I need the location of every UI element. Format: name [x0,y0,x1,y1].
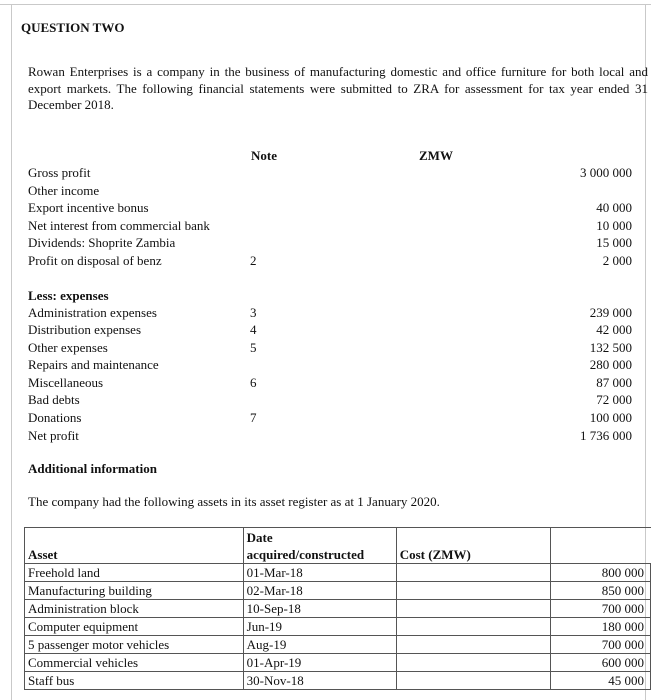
asset-cost: 700 000 [551,600,651,618]
asset-cost-blank [396,582,551,600]
income-amount: 40 000 [596,200,632,215]
expenses-title: Less: expenses [28,288,109,303]
asset-date: 30-Nov-18 [243,672,396,690]
income-label: Gross profit [28,165,91,180]
page-border-left [11,4,12,700]
table-header-row [25,528,651,564]
cost-column-header: Cost (ZMW) [396,528,551,564]
asset-cost: 700 000 [551,636,651,654]
expense-note: 3 [250,305,257,320]
asset-cost: 600 000 [551,654,651,672]
date-column-header [243,528,396,564]
asset-cost: 850 000 [551,582,651,600]
asset-cost-blank [396,564,551,582]
income-label: Export incentive bonus [28,200,149,215]
expense-note: 7 [250,410,257,425]
expense-note: 6 [250,375,257,390]
asset-date: Aug-19 [243,636,396,654]
expense-label: Donations [28,410,82,425]
asset-name: Commercial vehicles [25,654,244,672]
table-row [25,672,651,690]
expense-amount: 239 000 [589,305,632,320]
asset-date: 10-Sep-18 [243,600,396,618]
asset-date: 01-Mar-18 [243,564,396,582]
income-amount: 10 000 [596,218,632,233]
table-row [25,582,651,600]
asset-cost: 180 000 [551,618,651,636]
income-amount: 2 000 [602,253,632,268]
expense-note: 5 [250,340,257,355]
asset-date: 01-Apr-19 [243,654,396,672]
asset-cost-blank [396,636,551,654]
expense-amount: 87 000 [596,375,632,390]
asset-column-header: Asset [25,528,244,564]
income-amount: 3 000 000 [580,165,632,180]
amount-column-header [551,528,651,564]
net-profit-label: Net profit [28,428,79,443]
expense-label: Administration expenses [28,305,157,320]
expense-amount: 42 000 [596,322,632,337]
date-header-line1: Date [246,530,273,545]
asset-name: Manufacturing building [25,582,244,600]
expense-amount: 72 000 [596,392,632,407]
asset-name: Administration block [25,600,244,618]
asset-date: Jun-19 [243,618,396,636]
table-row [25,654,651,672]
income-amount: 15 000 [596,235,632,250]
income-label: Profit on disposal of benz [28,253,162,268]
currency-column-header: ZMW [419,148,453,163]
expense-amount: 100 000 [589,410,632,425]
expense-amount: 280 000 [589,357,632,372]
expense-amount: 132 500 [589,340,632,355]
asset-date: 02-Mar-18 [243,582,396,600]
asset-cost-blank [396,672,551,690]
expense-label: Other expenses [28,340,108,355]
income-label: Net interest from commercial bank [28,218,210,233]
asset-cost-blank [396,618,551,636]
income-label: Other income [28,183,100,198]
table-row [25,564,651,582]
additional-info-text: The company had the following assets in its asset register as at 1 January 2020. [28,494,440,509]
net-profit-amount: 1 736 000 [580,428,632,443]
table-row [25,636,651,654]
asset-name: 5 passenger motor vehicles [25,636,244,654]
intro-paragraph: Rowan Enterprises is a company in the business of manufacturing domestic and office furniture for both local and export markets. The following financial statements were submitted to ZRA for assessment for tax year ended 31 December 2018. [28,64,648,112]
asset-cost-blank [396,654,551,672]
expense-label: Bad debts [28,392,80,407]
date-header-line2: acquired/constructed [246,547,365,562]
table-row [25,600,651,618]
question-heading: QUESTION TWO [21,20,125,35]
asset-cost-blank [396,600,551,618]
income-note: 2 [250,253,257,268]
expense-label: Miscellaneous [28,375,104,390]
asset-cost: 800 000 [551,564,651,582]
expense-note: 4 [250,322,257,337]
table-row [25,618,651,636]
page-border-top [0,4,651,5]
expense-label: Distribution expenses [28,322,142,337]
additional-info-title: Additional information [28,461,157,476]
asset-name: Computer equipment [25,618,244,636]
asset-cost: 45 000 [551,672,651,690]
expense-label: Repairs and maintenance [28,357,159,372]
asset-register-table [24,527,651,690]
asset-name: Freehold land [25,564,244,582]
note-column-header: Note [251,148,277,163]
income-label: Dividends: Shoprite Zambia [28,235,176,250]
asset-name: Staff bus [25,672,244,690]
